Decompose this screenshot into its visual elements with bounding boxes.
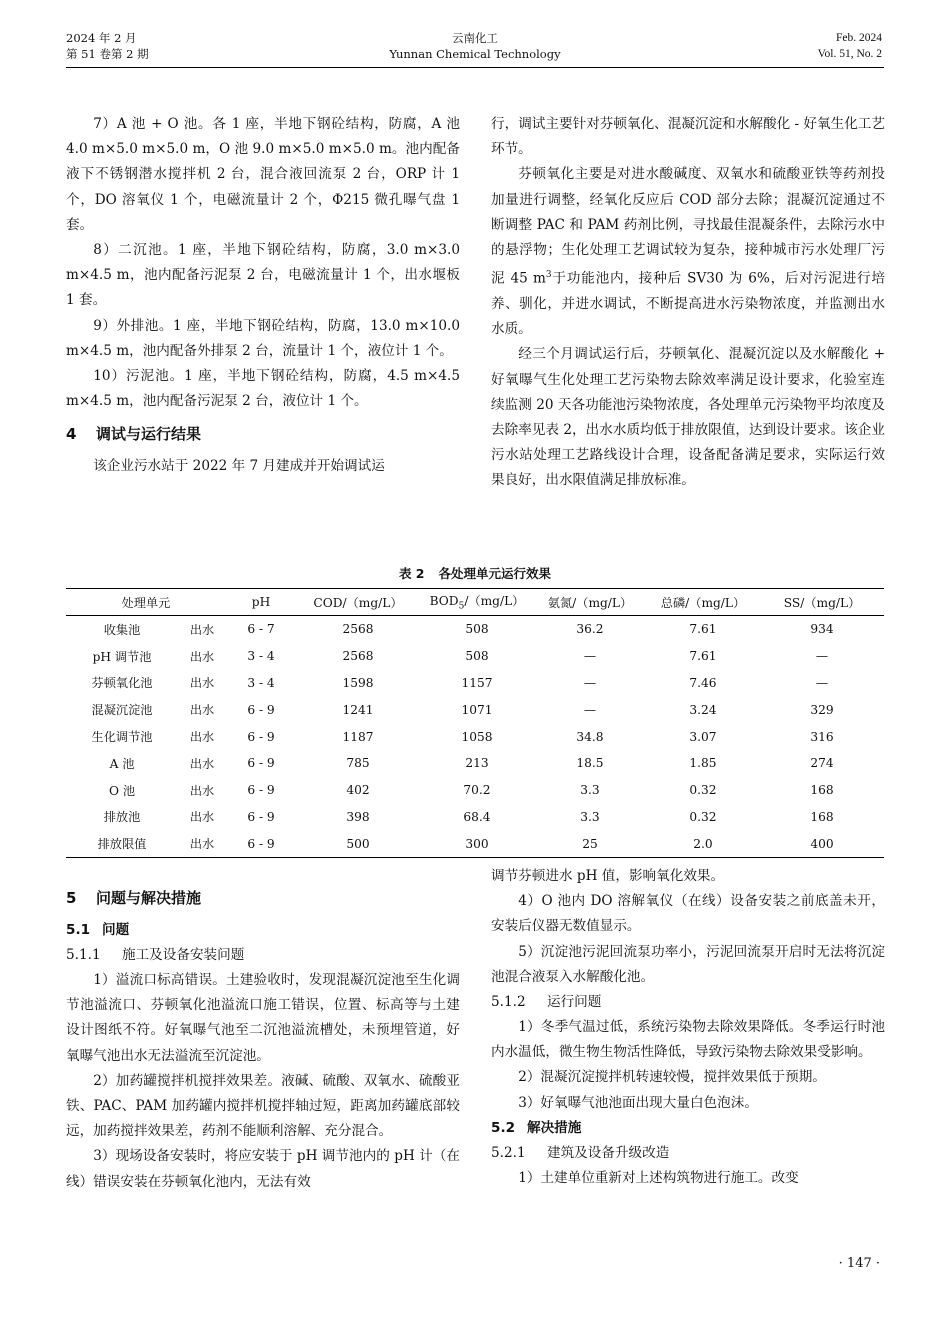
table-cell: 18.5 — [576, 756, 604, 771]
col-header-tp: 总磷/（mg/L） — [646, 589, 760, 616]
table-cell: 0.32 — [689, 809, 717, 824]
table-cell: 出水 — [189, 783, 215, 798]
paragraph: 1）溢流口标高错误。土建验收时，发现混凝沉淀池至生化调节池溢流口、芬顿氧化池溢流口施工错误，位置、标高等与土建设计图纸不符。好氧曝气池至二沉池溢流槽处，未预埋管道，好氧曝气池出水无法溢流至沉淀池。 — [66, 972, 460, 1064]
table-cell: pH 调节池 — [92, 649, 152, 664]
paragraph: 4）O 池内 DO 溶解氧仪（在线）设备安装之前底盖未开，安装后仪器无数值显示。 — [491, 893, 885, 935]
table-cell: 68.4 — [463, 809, 491, 824]
paragraph: 3）好氧曝气池池面出现大量白色泡沫。 — [518, 1094, 758, 1111]
right-column-bottom — [491, 864, 885, 1191]
right-column-top — [491, 112, 885, 494]
table-row — [66, 723, 884, 750]
table-cell: 出水 — [189, 649, 215, 664]
table-cell: 排放池 — [103, 810, 141, 825]
header-journal-en: Yunnan Chemical Technology — [389, 47, 561, 61]
table-cell: — — [815, 649, 829, 664]
table-cell: 785 — [346, 756, 370, 771]
table-cell: 出水 — [189, 622, 215, 637]
table-cell: 2568 — [342, 649, 374, 664]
section-heading-5 — [66, 885, 460, 911]
bod-unit: /（mg/L） — [464, 594, 525, 609]
header-volume-en: Vol. 51, No. 2 — [817, 48, 882, 60]
table-cell: — — [583, 702, 597, 717]
subsection-number: 5.2 — [491, 1119, 516, 1136]
paragraph: 经三个月调试运行后，芬顿氧化、混凝沉淀以及水解酸化 + 好氧曝气生化处理工艺污染物去除效率满足设计要求，化验室连续监测 20 天各功能池污染物浓度，各处理单元污染物平均浓度及去除率见表 2，出水水质均低于排放限值，达到设计要求。该企业污水站处理工艺路线设计合理，设备配备满足要求，实际运行效果良好，出水限值满足排放标准。 — [491, 346, 885, 489]
table-cell: 402 — [346, 783, 370, 798]
table-cell: 329 — [810, 702, 834, 717]
table-cell: 36.2 — [576, 622, 604, 637]
table-row — [66, 804, 884, 831]
table-cell: 1071 — [461, 702, 493, 717]
table-cell: 出水 — [189, 730, 215, 745]
left-column-bottom — [66, 878, 460, 1195]
table-row — [66, 830, 884, 857]
table-cell: 芬顿氧化池 — [91, 676, 153, 691]
results-table — [66, 588, 884, 858]
paragraph-part: 芬顿氧化主要是对进水酸碱度、双氧水和硫酸亚铁等药剂投加量进行调整，经氧化反应后 COD 部分去除；混凝沉淀通过不断调整 PAC 和 PAM 药剂比例，寻找最佳混凝条件，去除污水中的悬浮物；生化处理工艺调试较为复杂，接种城市污水处理厂污泥 45 m — [491, 166, 885, 287]
header-date-en: Feb. 2024 — [836, 32, 882, 44]
table-cell: 生化调节池 — [91, 730, 153, 745]
subsection-title: 解决措施 — [527, 1119, 582, 1136]
table-cell: 1241 — [342, 702, 374, 717]
table-cell: 0.32 — [689, 783, 717, 798]
table-caption — [0, 564, 950, 582]
col-header-bod — [420, 589, 534, 616]
page-number: · 147 · — [838, 1256, 880, 1271]
table-cell: 7.61 — [689, 622, 717, 637]
table-cell: 934 — [810, 622, 834, 637]
table-row — [66, 750, 884, 777]
table-cell: 出水 — [189, 756, 215, 771]
paragraph: 2）加药罐搅拌机搅拌效果差。液碱、硫酸、双氧水、硫酸亚铁、PAC、PAM 加药罐内搅拌机搅拌轴过短，距离加药罐底部较远，加药搅拌效果差，药剂不能顺利溶解、充分混合。 — [66, 1072, 460, 1140]
header-right — [818, 30, 882, 62]
subsubsection-heading-5-1-2 — [491, 990, 885, 1015]
table-cell: — — [583, 675, 597, 690]
subsection-heading-5-1 — [66, 918, 460, 943]
table-cell: 1187 — [342, 729, 374, 744]
table-cell: 6 - 9 — [247, 783, 275, 798]
table-cell: 3.3 — [580, 783, 600, 798]
col-header-ss: SS/（mg/L） — [760, 589, 884, 616]
table-label: 表 2 — [398, 566, 425, 581]
table-cell: O 池 — [108, 783, 136, 798]
section-title: 调试与运行结果 — [96, 425, 202, 444]
table-cell: 6 - 7 — [247, 622, 275, 637]
table-cell: 213 — [465, 756, 489, 771]
table-cell: 排放限值 — [66, 830, 178, 857]
table-cell: 6 - 9 — [247, 729, 275, 744]
table-row — [66, 670, 884, 697]
header-volume-cn: 第 51 卷第 2 期 — [66, 47, 149, 61]
paragraph: 调节芬顿进水 pH 值，影响氧化效果。 — [491, 868, 725, 884]
table-cell: 70.2 — [463, 783, 491, 798]
table-cell: 274 — [810, 756, 834, 771]
subsubsection-number: 5.1.2 — [491, 994, 526, 1011]
section-heading-4 — [66, 421, 460, 447]
table-title: 各处理单元运行效果 — [438, 566, 552, 581]
table-cell: 混凝沉淀池 — [91, 703, 153, 718]
table-row — [66, 777, 884, 804]
col-header-ph: pH — [226, 589, 296, 616]
table-cell: 6 - 9 — [226, 830, 296, 857]
paragraph: 2）混凝沉淀搅拌机转速较慢，搅拌效果低于预期。 — [518, 1069, 826, 1086]
table-cell: 出水 — [189, 703, 215, 718]
subsubsection-number: 5.2.1 — [491, 1144, 526, 1161]
table-cell: A 池 — [109, 756, 135, 771]
subsubsection-number: 5.1.1 — [66, 947, 101, 963]
table-cell: 34.8 — [576, 729, 604, 744]
table-cell: 6 - 9 — [247, 809, 275, 824]
table-row — [66, 696, 884, 723]
section-title: 问题与解决措施 — [96, 889, 202, 907]
subsubsection-title: 建筑及设备升级改造 — [547, 1144, 670, 1161]
header-date-cn: 2024 年 2 月 — [66, 31, 137, 45]
subsubsection-title: 运行问题 — [547, 994, 602, 1011]
left-column-top — [66, 112, 460, 480]
paragraph-part: 于功能池内，接种后 SV30 为 6%，后对污泥进行培养、驯化，并进水调试，不断提高进水污染物浓度，并监测出水水质。 — [491, 270, 885, 338]
table-cell: 1058 — [461, 729, 493, 744]
table-cell: 1598 — [342, 675, 374, 690]
paragraph: 1）冬季气温过低，系统污染物去除效果降低。冬季运行时池内水温低，微生物生物活性降低，导致污染物去除效果受影响。 — [491, 1019, 885, 1061]
table-cell: 2.0 — [646, 830, 760, 857]
col-header-cod: COD/（mg/L） — [296, 589, 420, 616]
section-number: 4 — [66, 425, 77, 444]
table-cell: 出水 — [178, 830, 226, 857]
table-cell: 168 — [810, 809, 834, 824]
table-cell: 3 - 4 — [247, 675, 275, 690]
table-cell: 7.46 — [689, 675, 717, 690]
superscript: 3 — [545, 270, 552, 281]
paragraph: 5）沉淀池污泥回流泵功率小，污泥回流泵开启时无法将沉淀池混合液泵入水解酸化池。 — [491, 943, 885, 985]
paragraph: 7）A 池 + O 池。各 1 座，半地下钢砼结构，防腐，A 池 4.0 m×5.0 m×5.0 m，O 池 9.0 m×5.0 m×5.0 m。池内配备液下不锈钢潜水搅拌机 2 台，混合液回流泵 2 台，ORP 计 1 个，DO 溶氧仪 1 个，电磁流量计 2 个，Φ215 微孔曝气盘 1 套。 — [66, 116, 460, 233]
header-center — [0, 30, 950, 62]
table-cell: 出水 — [189, 676, 215, 691]
table-cell: 508 — [465, 622, 489, 637]
table-cell: 400 — [760, 830, 884, 857]
header-rule — [66, 67, 884, 68]
subsection-number: 5.1 — [66, 922, 91, 938]
table-cell: 出水 — [189, 810, 215, 825]
table-cell: — — [815, 675, 829, 690]
section-number: 5 — [66, 889, 77, 907]
bod-subscript: 5 — [458, 601, 465, 612]
table-cell: 1.85 — [689, 756, 717, 771]
table-cell: 3.24 — [689, 702, 717, 717]
table-cell: 6 - 9 — [247, 756, 275, 771]
table-row — [66, 616, 884, 643]
paragraph: 10）污泥池。1 座，半地下钢砼结构，防腐，4.5 m×4.5 m×4.5 m，池内配备污泥泵 2 台，液位计 1 个。 — [66, 368, 460, 410]
paragraph: 行，调试主要针对芬顿氧化、混凝沉淀和水解酸化 - 好氧生化工艺环节。 — [491, 116, 885, 158]
header-journal-cn: 云南化工 — [452, 31, 498, 45]
table-cell: 500 — [296, 830, 420, 857]
subsection-title: 问题 — [102, 922, 130, 938]
table-header-row — [66, 589, 884, 616]
paragraph: 1）土建单位重新对上述构筑物进行施工。改变 — [518, 1169, 799, 1186]
paragraph: 8）二沉池。1 座，半地下钢砼结构，防腐，3.0 m×3.0 m×4.5 m，池内配备污泥泵 2 台，电磁流量计 1 个，出水堰板 1 套。 — [66, 242, 460, 309]
table-cell: 3.07 — [689, 729, 717, 744]
paragraph: 9）外排池。1 座，半地下钢砼结构，防腐，13.0 m×10.0 m×4.5 m，池内配备外排泵 2 台，流量计 1 个，液位计 1 个。 — [66, 317, 460, 359]
table-cell: 收集池 — [103, 622, 141, 637]
table-cell: — — [583, 649, 597, 664]
subsubsection-title: 施工及设备安装问题 — [122, 947, 245, 963]
bod-text: BOD — [429, 594, 459, 609]
table-row — [66, 643, 884, 670]
subsection-heading-5-2 — [491, 1116, 885, 1141]
paragraph: 该企业污水站于 2022 年 7 月建成并开始调试运 — [93, 458, 385, 475]
table-cell: 398 — [346, 809, 370, 824]
table-cell: 1157 — [461, 675, 493, 690]
table-cell: 168 — [810, 783, 834, 798]
table-cell: 7.61 — [689, 649, 717, 664]
paragraph — [491, 162, 885, 342]
subsubsection-heading-5-1-1 — [66, 943, 460, 968]
table-cell: 316 — [810, 729, 834, 744]
table-cell: 3.3 — [580, 809, 600, 824]
table-cell: 3 - 4 — [247, 649, 275, 664]
table-cell: 2568 — [342, 622, 374, 637]
table-cell: 6 - 9 — [247, 702, 275, 717]
table-cell: 508 — [465, 649, 489, 664]
table-cell: 300 — [420, 830, 534, 857]
paragraph: 3）现场设备安装时，将应安装于 pH 调节池内的 pH 计（在线）错误安装在芬顿氧化池内，无法有效 — [66, 1148, 460, 1190]
table-cell: 25 — [534, 830, 646, 857]
subsubsection-heading-5-2-1 — [491, 1141, 885, 1166]
col-header-unit: 处理单元 — [66, 589, 226, 616]
col-header-ammonia: 氨氮/（mg/L） — [534, 589, 646, 616]
